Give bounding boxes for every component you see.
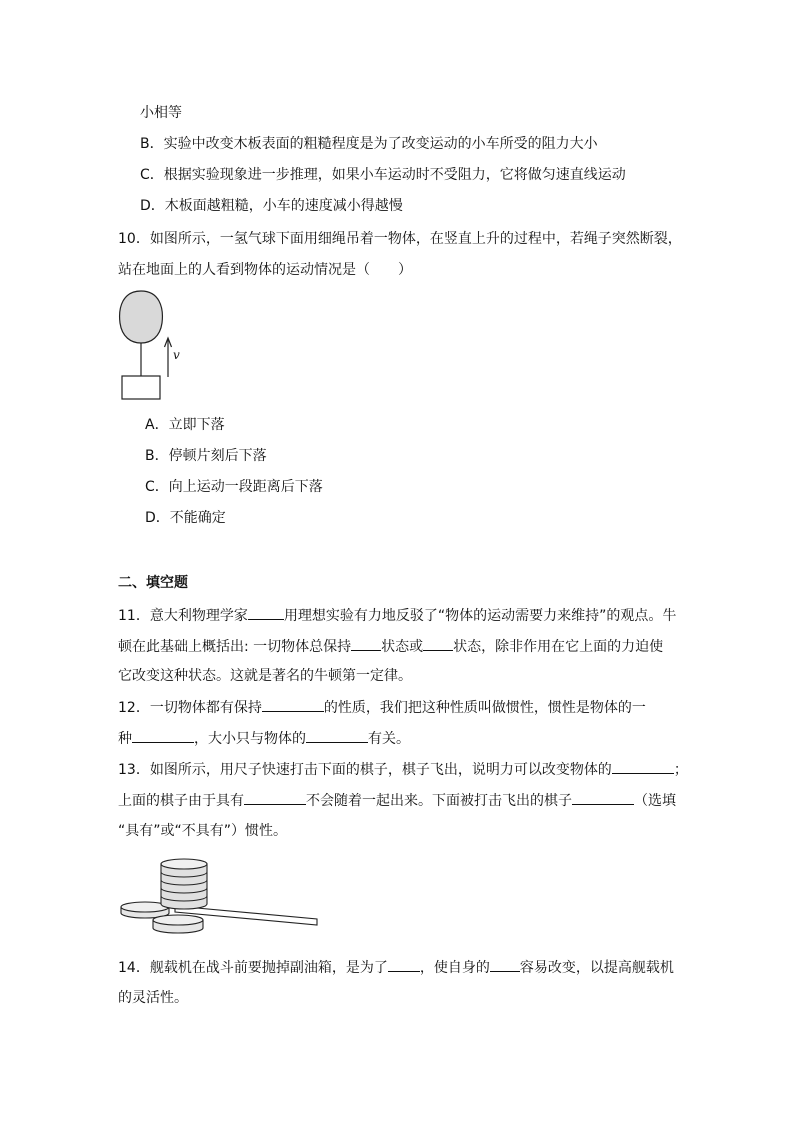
q13-line1 [118, 759, 688, 780]
q11-line1 [118, 605, 676, 626]
q10-stem-line1: 10．如图所示，一氢气球下面用细绳吊着一物体，在竖直上升的过程中，若绳子突然断裂， [118, 231, 682, 247]
q9-option-c: C．根据实验现象进一步推理，如果小车运动时不受阻力，它将做匀速直线运动 [140, 167, 626, 183]
stack-top [161, 859, 207, 869]
q13-text-1b: ； [673, 762, 688, 778]
q11-text-1a: 11．意大利物理学家 [118, 608, 248, 624]
q14-text-1a: 14．舰载机在战斗前要抛掉副油箱，是为了 [118, 960, 388, 976]
q12-text-1a: 12．一切物体都有保持 [118, 700, 262, 716]
q11-text-2c: 状态，除非作用在它上面的力迫使 [453, 639, 664, 655]
checkers-figure [115, 848, 325, 943]
q14-line1 [118, 957, 674, 978]
q14-blank-1[interactable] [388, 957, 420, 972]
velocity-label: v [173, 348, 180, 362]
q11-blank-2[interactable] [351, 636, 381, 651]
q12-text-1b: 的性质，我们把这种性质叫做惯性，惯性是物体的一 [323, 700, 646, 716]
q12-text-2c: 有关。 [368, 731, 410, 747]
q13-text-1a: 13．如图所示，用尺子快速打击下面的棋子，棋子飞出，说明力可以改变物体的 [118, 762, 612, 778]
q11-text-2b: 状态或 [381, 639, 424, 655]
q10-option-b: B．停顿片刻后下落 [145, 448, 267, 464]
q11-blank-3[interactable] [423, 636, 453, 651]
q10-option-d: D．不能确定 [145, 510, 226, 526]
q13-blank-2[interactable] [244, 790, 306, 805]
q12-text-2a: 种 [118, 731, 132, 747]
q13-text-2c: （选填 [634, 793, 676, 809]
q12-blank-1[interactable] [262, 697, 324, 712]
stack-side [161, 864, 207, 909]
q12-blank-2[interactable] [132, 728, 194, 743]
q13-text-2a: 上面的棋子由于具有 [118, 793, 244, 809]
q14-text-1c: 容易改变，以提高舰载机 [519, 960, 674, 976]
hanging-object-box [122, 376, 160, 399]
q11-blank-1[interactable] [248, 605, 284, 620]
q11-text-2a: 顿在此基础上概括出: 一切物体总保持 [118, 639, 352, 655]
balloon-figure [115, 285, 195, 405]
q13-text-2b: 不会随着一起出来。下面被打击飞出的棋子 [306, 793, 572, 809]
q12-line2 [118, 728, 410, 749]
q10-option-c: C．向上运动一段距离后下落 [145, 479, 323, 495]
q11-line2 [118, 636, 663, 657]
q13-blank-3[interactable] [572, 790, 634, 805]
section-title: 二、填空题 [118, 575, 188, 591]
q14-text-1b: ，使自身的 [419, 960, 490, 976]
struck-piece-top [153, 915, 203, 925]
q13-line3: “具有”或“不具有”）惯性。 [118, 823, 288, 839]
q10-stem-line2: 站在地面上的人看到物体的运动情况是（ ） [118, 262, 412, 278]
q9-continuation: 小相等 [140, 105, 182, 121]
q10-option-a: A．立即下落 [145, 417, 225, 433]
q14-blank-2[interactable] [490, 957, 520, 972]
q9-option-b: B．实验中改变木板表面的粗糙程度是为了改变运动的小车所受的阻力大小 [140, 136, 598, 152]
q12-line1 [118, 697, 646, 718]
q14-line2: 的灵活性。 [118, 990, 188, 1006]
q13-blank-1[interactable] [612, 759, 674, 774]
q9-option-d: D．木板面越粗糙，小车的速度减小得越慢 [140, 198, 403, 214]
q12-text-2b: ，大小只与物体的 [194, 731, 306, 747]
q12-blank-3[interactable] [306, 728, 368, 743]
balloon-shape [120, 291, 163, 343]
q11-text-1b: 用理想实验有力地反驳了“物体的运动需要力来维持”的观点。牛 [283, 608, 677, 624]
q13-line2 [118, 790, 676, 811]
q11-line3: 它改变这种状态。这就是著名的牛顿第一定律。 [118, 668, 412, 684]
